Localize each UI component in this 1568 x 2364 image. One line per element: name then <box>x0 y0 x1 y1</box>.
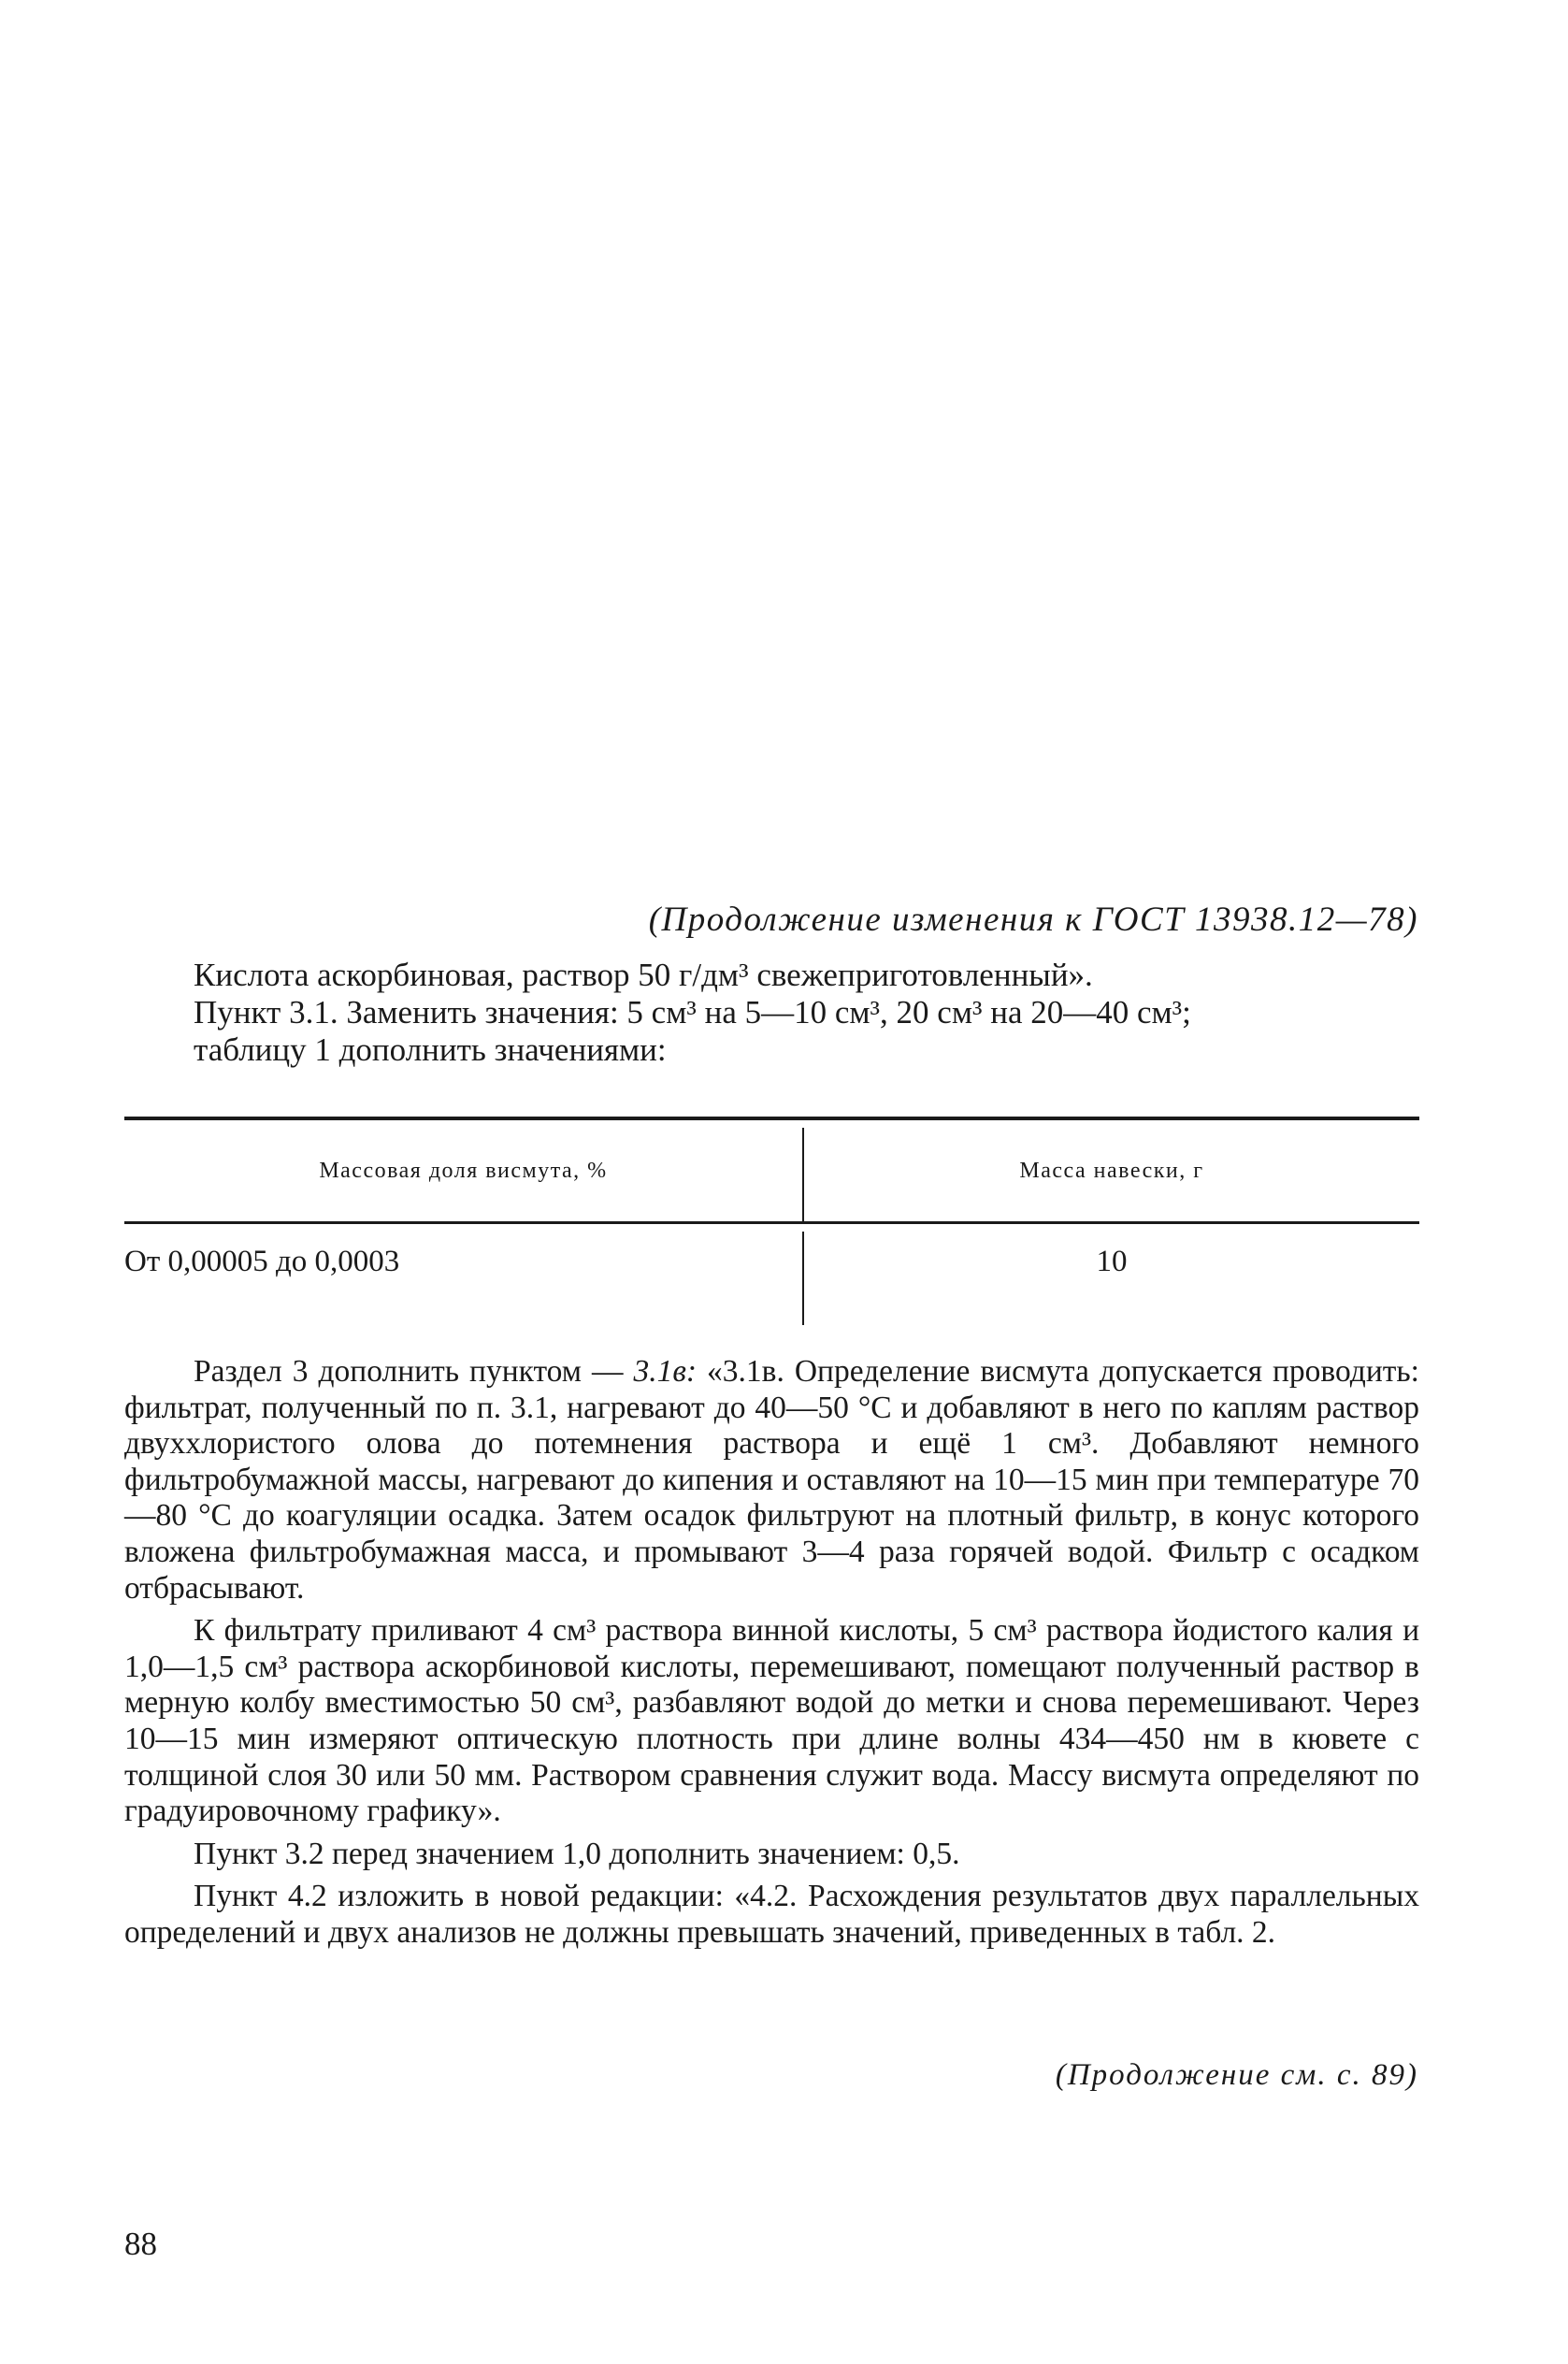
intro-block <box>194 957 1418 1069</box>
paragraph: Пункт 3.2 перед значением 1,0 дополнить значением: 0,5. <box>194 1836 960 1871</box>
table-cell: От 0,00005 до 0,0003 <box>124 1244 400 1278</box>
intro-line: Пункт 3.1. Заменить значения: 5 см³ на 5—10 см³, 20 см³ на 20—40 см³; <box>194 994 1191 1031</box>
body-text <box>124 1354 1419 1958</box>
footer-continuation: (Продолжение см. с. 89) <box>1055 2058 1418 2092</box>
table-header-row <box>124 1120 1419 1221</box>
section-reference: 3.1в: <box>633 1354 698 1389</box>
bismuth-table <box>124 1117 1419 1325</box>
table-header-cell: Массовая доля висмута, % <box>319 1158 608 1183</box>
table-header-cell: Масса навески, г <box>1019 1158 1204 1183</box>
continuation-header: (Продолжение изменения к ГОСТ 13938.12—78) <box>648 901 1418 939</box>
paragraph-lead: Раздел 3 дополнить пунктом — <box>194 1354 634 1389</box>
intro-line: Кислота аскорбиновая, раствор 50 г/дм³ свежеприготовленный». <box>194 957 1093 993</box>
paragraph: К фильтрату приливают 4 см³ раствора винной кислоты, 5 см³ раствора йодистого калия и 1,0—1,5 см³ раствора аскорбиновой кислоты, перемешивают, помещают полученный раствор в мерную колбу вместимостью 50 см³, разбавляют водой до метки и снова перемешивают. Через 10—15 мин измеряют оптическую плотность при длине волны 434—450 нм в кювете с толщиной слоя 30 или 50 мм. Раствором сравнения служит вода. Массу висмута определяют по градуировочному графику». <box>124 1613 1419 1829</box>
paragraph-text: «3.1в. Определение висмута допускается проводить: фильтрат, полученный по п. 3.1, нагревают до 40—50 °С и добавляют в него по каплям раствор двуххлористого олова до потемнения раствора и ещё 1 см³. Добавляют немного фильтробумажной массы, нагревают до кипения и оставляют на 10—15 мин при температуре 70—80 °С до коагуляции осадка. Затем осадок фильтруют на плотный фильтр, в конус которого вложена фильтробумажная масса, и промывают 3—4 раза горячей водой. Фильтр с осадком отбрасывают. <box>124 1354 1419 1606</box>
intro-line: таблицу 1 дополнить значениями: <box>194 1031 667 1068</box>
paragraph <box>124 1354 1419 1607</box>
page-number: 88 <box>124 2226 157 2262</box>
table-row <box>124 1224 1419 1325</box>
table-cell: 10 <box>1096 1244 1128 1278</box>
paragraph: Пункт 4.2 изложить в новой редакции: «4.2. Расхождения результатов двух параллельных определений и двух анализов не должны превышать значений, приведенных в табл. 2. <box>124 1879 1419 1950</box>
